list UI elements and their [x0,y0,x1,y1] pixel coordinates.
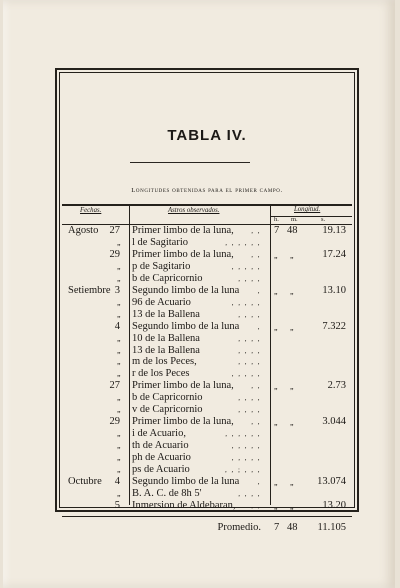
row-leader-dots: , , , , , [231,454,261,463]
row-astro: ph de Acuario [132,452,191,464]
ditto-mark: „ [117,429,121,439]
header-rule [270,216,352,217]
row-day: 29 [109,248,120,260]
row-hours: 7 [274,225,280,236]
ditto-mark: „ [274,418,278,428]
row-astro: 13 de la Ballena [132,308,200,320]
row-astro: ps de Acuario [132,464,190,475]
ditto-mark: „ [290,322,294,332]
row-astro: Primer limbo de la luna, [132,416,234,428]
row-leader-dots: , [257,477,261,486]
row-leader-dots: , , , , , , [225,430,261,439]
row-astro: Segundo limbo de la luna [132,320,240,332]
row-leader-dots: , , , , [238,489,261,498]
ditto-mark: „ [117,357,121,367]
row-astro: i de Acuario, [132,428,186,440]
longitude-table [62,204,352,533]
ditto-mark: „ [290,477,294,487]
row-leader-dots: , , , , , [231,442,261,451]
row-leader-dots: , , ; , , , [225,466,261,474]
row-astro: B. A. C. de 8h 5' [132,487,202,499]
row-day: 29 [109,416,120,428]
row-astro: l de Sagitario [132,236,188,248]
row-astro: 96 de Acuario [132,296,191,308]
row-leader-dots: , , , , , [231,370,261,379]
total-hours: 7 [274,521,280,533]
row-astro: Primer limbo de la luna, [132,225,234,236]
ditto-mark: „ [290,250,294,260]
row-leader-dots: , , , , [238,334,261,343]
row-day: 27 [109,380,120,392]
row-astro: 13 de la Ballena [132,344,200,356]
row-minutes: 48 [287,225,298,236]
row-leader-dots: , , , , [238,358,261,367]
ditto-mark: „ [117,453,121,463]
row-leader-dots: , , , , [238,274,261,283]
row-day: 4 [114,475,120,487]
header-astros: Astros observados. [168,207,220,214]
page-title: TABLA IV. [167,127,247,144]
row-day: 4 [114,320,120,332]
row-leader-dots: , , [251,501,261,510]
row-leader-dots: , , , , , , [225,238,261,247]
row-leader-dots: , , [251,418,261,427]
row-astro: Segundo limbo de la luna [132,284,240,296]
ditto-mark: „ [274,286,278,296]
row-leader-dots: , , [251,227,261,235]
header-longitud: Longitud. [294,206,321,213]
header-s: s. [321,216,326,223]
row-seconds: 19.13 [322,225,346,236]
ditto-mark: „ [117,333,121,343]
total-minutes: 48 [287,521,298,533]
header-h: h. [274,216,279,223]
row-leader-dots: , , , , [238,310,261,319]
row-astro: m de los Peces, [132,356,197,368]
ditto-mark: „ [117,261,121,271]
row-seconds: 13.10 [322,284,346,296]
row-astro: v de Capricornio [132,404,203,416]
ditto-mark: „ [117,393,121,403]
ditto-mark: „ [274,250,278,260]
row-astro: b de Capricornio [132,272,203,284]
ditto-mark: „ [290,418,294,428]
row-astro: th de Acuario [132,440,189,452]
header-fechas: Fechas. [80,207,102,214]
column-divider [270,206,271,505]
row-date: Octubre [68,475,102,487]
ditto-mark: „ [290,501,294,511]
ditto-mark: „ [117,405,121,415]
row-date: Agosto [68,225,99,236]
row-astro: Segundo limbo de la luna [132,475,240,487]
ditto-mark: „ [117,273,121,283]
row-leader-dots: , , , , , [231,298,261,307]
book-page [3,0,395,588]
row-seconds: 13.074 [317,475,346,487]
ditto-mark: „ [117,488,121,498]
header-m: m. [291,216,298,223]
title-rule [130,162,250,163]
row-astro: p de Sagitario [132,260,191,272]
ditto-mark: „ [274,382,278,392]
row-date: Setiembre [68,284,111,296]
row-seconds: 3.044 [322,416,346,428]
ditto-mark: „ [117,465,121,474]
row-day: 27 [109,225,120,236]
row-astro: r de los Peces [132,368,190,380]
row-astro: 10 de la Ballena [132,332,200,344]
row-leader-dots: , , , , [238,394,261,403]
total-rule [62,516,352,517]
ditto-mark: „ [290,382,294,392]
ditto-mark: „ [117,441,121,451]
row-astro: Primer limbo de la luna, [132,248,234,260]
row-day: 3 [114,284,120,296]
total-label: Promedio. [217,521,261,533]
row-leader-dots: , , [251,250,261,259]
row-leader-dots: , , [251,382,261,391]
ditto-mark: „ [290,286,294,296]
ditto-mark: „ [274,501,278,511]
ditto-mark: „ [274,322,278,332]
row-leader-dots: , [257,322,261,331]
column-divider [129,206,130,505]
row-leader-dots: , , , , [238,346,261,355]
row-leader-dots: , , , , [238,406,261,415]
ditto-mark: „ [274,477,278,487]
table-inner-border [59,72,355,533]
ditto-mark: „ [117,369,121,379]
ditto-mark: „ [117,309,121,319]
row-astro: Inmersion de Aldebaran, [132,499,236,511]
table-frame [55,68,359,533]
ditto-mark: „ [117,237,121,247]
row-seconds: 13.20 [322,499,346,511]
row-astro: b de Capricornio [132,392,203,404]
row-leader-dots: , [257,286,261,295]
row-seconds: 2.73 [327,380,346,392]
total-seconds: 11.105 [317,521,346,533]
row-seconds: 7.322 [322,320,346,332]
ditto-mark: „ [117,345,121,355]
row-leader-dots: , , , , , [231,262,261,271]
row-seconds: 17.24 [322,248,346,260]
row-day: 5 [114,499,120,511]
table-subtitle: Longitudes obtenidas para el primer campo. [131,187,283,194]
ditto-mark: „ [117,297,121,307]
row-astro: Primer limbo de la luna, [132,380,234,392]
